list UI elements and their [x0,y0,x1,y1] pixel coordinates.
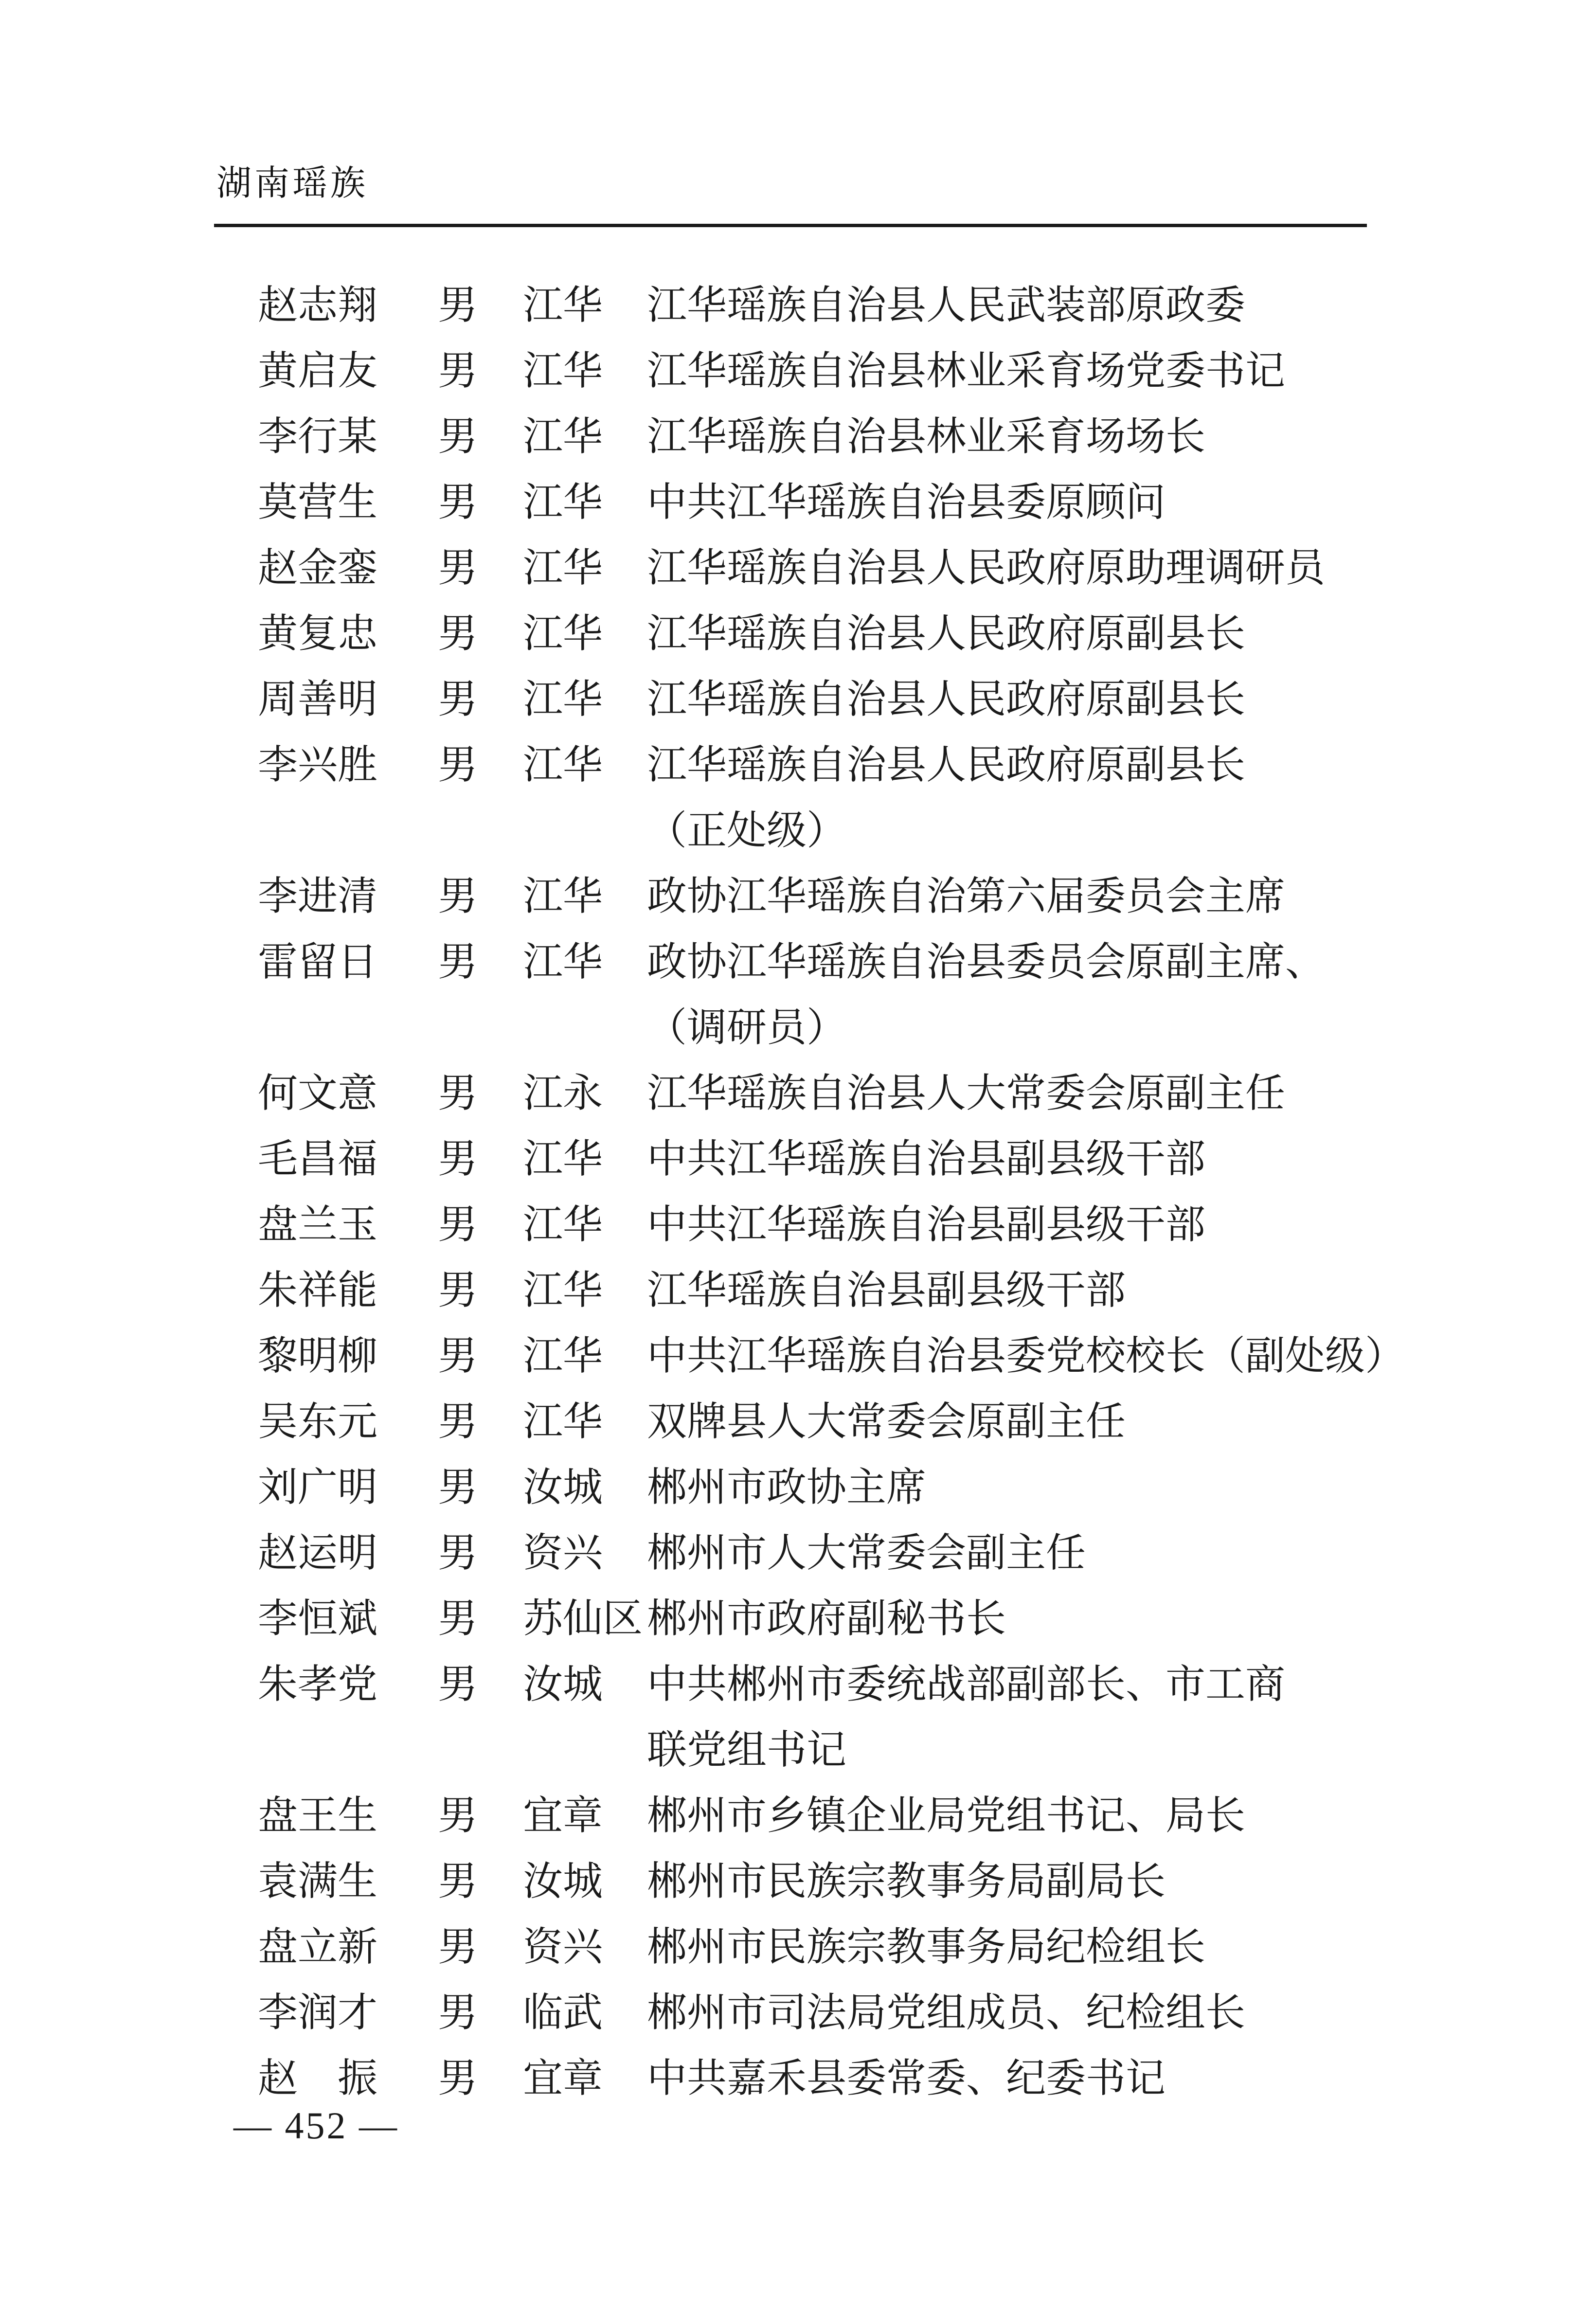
person-origin: 汝城 [523,1464,603,1510]
person-name: 何文意 [258,1070,378,1116]
list-item [0,1126,1596,1192]
list-item [0,1651,1596,1717]
person-title: 江华瑶族自治县人大常委会原副主任 [647,1070,1286,1116]
person-gender: 男 [438,1530,478,1576]
list-item-continuation [0,995,1596,1060]
person-gender: 男 [438,1136,478,1182]
list-item [0,601,1596,666]
person-gender: 男 [438,282,478,328]
person-gender: 男 [438,610,478,657]
person-name: 盘兰玉 [258,1201,378,1248]
list-item [0,863,1596,929]
person-gender: 男 [438,1464,478,1510]
person-title: 江华瑶族自治县人民政府原副县长 [647,676,1246,722]
list-item [0,732,1596,798]
person-name: 袁满生 [258,1858,378,1904]
person-name: 刘广明 [258,1464,378,1510]
person-gender: 男 [438,1596,478,1642]
person-name: 雷留日 [258,939,378,985]
list-item [0,1980,1596,2045]
list-item [0,1257,1596,1323]
person-name: 周善明 [258,676,378,722]
person-title: 郴州市民族宗教事务局副局长 [647,1858,1166,1904]
list-item [0,404,1596,469]
list-item [0,2045,1596,2111]
person-title: 郴州市政协主席 [647,1464,927,1510]
person-origin: 江华 [523,676,603,722]
person-name: 莫营生 [258,479,378,525]
person-gender: 男 [438,1201,478,1248]
list-item [0,1914,1596,1980]
person-gender: 男 [438,1333,478,1379]
person-title: 中共江华瑶族自治县委党校校长（副处级） [647,1333,1405,1379]
person-origin: 宜章 [523,2055,603,2101]
person-name: 赵运明 [258,1530,378,1576]
person-origin: 宜章 [523,1793,603,1839]
list-item [0,1586,1596,1651]
person-name: 朱孝党 [258,1661,378,1707]
person-gender: 男 [438,1990,478,2036]
list-item-continuation [0,1717,1596,1783]
person-name: 盘王生 [258,1793,378,1839]
person-title: 中共江华瑶族自治县副县级干部 [647,1136,1206,1182]
list-item [0,1454,1596,1520]
person-title: 郴州市人大常委会副主任 [647,1530,1086,1576]
person-name: 盘立新 [258,1924,378,1970]
list-item [0,1060,1596,1126]
person-origin: 资兴 [523,1530,603,1576]
person-origin: 临武 [523,1990,603,2036]
person-origin: 江华 [523,742,603,788]
personnel-list [0,272,1596,2111]
person-name: 赵 振 [258,2055,378,2101]
person-name: 李恒斌 [258,1596,378,1642]
running-header-title: 湖南瑶族 [216,162,369,203]
person-origin: 资兴 [523,1924,603,1970]
person-origin: 江华 [523,479,603,525]
person-name: 李进清 [258,873,378,919]
person-title: 郴州市司法局党组成员、纪检组长 [647,1990,1246,2036]
person-gender: 男 [438,1858,478,1904]
person-gender: 男 [438,348,478,394]
person-title: 中共江华瑶族自治县副县级干部 [647,1201,1206,1248]
person-title: 政协江华瑶族自治县委员会原副主席、 [647,939,1326,985]
person-title-continuation: （正处级） [647,807,847,854]
list-item [0,469,1596,535]
person-title: 中共江华瑶族自治县委原顾问 [647,479,1166,525]
person-name: 李行某 [258,413,378,460]
person-gender: 男 [438,1793,478,1839]
list-item [0,1848,1596,1914]
person-name: 毛昌福 [258,1136,378,1182]
list-item [0,535,1596,601]
list-item [0,338,1596,404]
person-title: 江华瑶族自治县人民政府原助理调研员 [647,545,1326,591]
person-title: 中共嘉禾县委常委、纪委书记 [647,2055,1166,2101]
person-origin: 苏仙区 [523,1596,643,1642]
list-item [0,272,1596,338]
person-title: 江华瑶族自治县副县级干部 [647,1267,1126,1313]
person-title: 江华瑶族自治县人民政府原副县长 [647,742,1246,788]
list-item [0,1783,1596,1848]
person-title-continuation: （调研员） [647,1004,847,1051]
person-origin: 江华 [523,1333,603,1379]
list-item [0,666,1596,732]
list-item [0,1389,1596,1454]
list-item [0,929,1596,995]
page-number: — 452 — [233,2104,399,2147]
person-origin: 江华 [523,348,603,394]
person-origin: 江永 [523,1070,603,1116]
person-name: 赵金銮 [258,545,378,591]
person-gender: 男 [438,1267,478,1313]
person-origin: 汝城 [523,1858,603,1904]
person-name: 李兴胜 [258,742,378,788]
person-name: 黄启友 [258,348,378,394]
person-title: 双牌县人大常委会原副主任 [647,1399,1126,1445]
person-origin: 江华 [523,545,603,591]
list-item [0,1323,1596,1389]
person-origin: 汝城 [523,1661,603,1707]
person-gender: 男 [438,676,478,722]
list-item-continuation [0,798,1596,863]
person-title: 江华瑶族自治县林业采育场场长 [647,413,1206,460]
person-origin: 江华 [523,939,603,985]
person-origin: 江华 [523,1399,603,1445]
person-gender: 男 [438,1661,478,1707]
person-gender: 男 [438,1070,478,1116]
person-gender: 男 [438,742,478,788]
person-origin: 江华 [523,610,603,657]
person-name: 赵志翔 [258,282,378,328]
person-title: 江华瑶族自治县林业采育场党委书记 [647,348,1286,394]
person-title: 中共郴州市委统战部副部长、市工商 [647,1661,1286,1707]
person-gender: 男 [438,873,478,919]
person-origin: 江华 [523,413,603,460]
person-title: 郴州市民族宗教事务局纪检组长 [647,1924,1206,1970]
person-gender: 男 [438,939,478,985]
person-gender: 男 [438,1924,478,1970]
person-title: 政协江华瑶族自治第六届委员会主席 [647,873,1286,919]
list-item [0,1520,1596,1586]
person-name: 朱祥能 [258,1267,378,1313]
header-rule [214,224,1367,227]
person-name: 黎明柳 [258,1333,378,1379]
person-name: 黄复忠 [258,610,378,657]
person-title: 江华瑶族自治县人民政府原副县长 [647,610,1246,657]
person-origin: 江华 [523,1201,603,1248]
person-origin: 江华 [523,1267,603,1313]
list-item [0,1192,1596,1257]
person-gender: 男 [438,1399,478,1445]
person-title: 郴州市政府副秘书长 [647,1596,1006,1642]
person-gender: 男 [438,2055,478,2101]
person-title: 江华瑶族自治县人民武装部原政委 [647,282,1246,328]
person-gender: 男 [438,479,478,525]
person-name: 吴东元 [258,1399,378,1445]
person-title-continuation: 联党组书记 [647,1727,847,1773]
person-name: 李润才 [258,1990,378,2036]
person-gender: 男 [438,413,478,460]
person-gender: 男 [438,545,478,591]
person-title: 郴州市乡镇企业局党组书记、局长 [647,1793,1246,1839]
person-origin: 江华 [523,282,603,328]
person-origin: 江华 [523,1136,603,1182]
person-origin: 江华 [523,873,603,919]
